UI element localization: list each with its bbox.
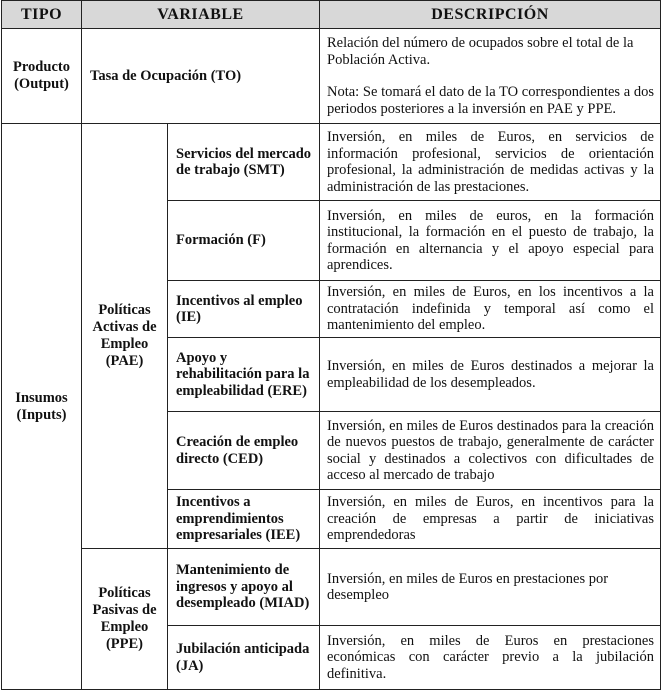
variable-miad: Mantenimiento de ingresos y apoyo al desempleado (MIAD) <box>168 549 320 626</box>
variable-ie: Incentivos al empleo (IE) <box>168 281 320 338</box>
descripcion-f: Inversión, en miles de euros, en la formación institucional, la formación en el puesto de trabajo, la formación en alternancia y el apoyo especial para aprendices. <box>320 201 661 281</box>
descripcion-miad <box>320 549 661 626</box>
table-row <box>2 549 661 626</box>
variables-table <box>1 0 661 690</box>
descripcion-ere: Inversión, en miles de Euros destinados a mejorar la empleabilidad de los desempleados. <box>320 338 661 412</box>
table-row <box>2 29 661 124</box>
header-variable: VARIABLE <box>82 1 320 29</box>
descripcion-ie: Inversión, en miles de Euros, en los incentivos a la contratación indefinida y temporal así como el mantenimiento del empleo. <box>320 281 661 338</box>
descripcion-to-text: Relación del número de ocupados sobre el total de la Población Activa. <box>327 35 634 68</box>
descripcion-iee: Inversión, en miles de Euros, en incentivos para la creación de empresas a partir de iniciativas emprendedoras <box>320 490 661 549</box>
descripcion-smt: Inversión, en miles de Euros, en servicios de información profesional, servicios de orientación profesional, la administración de medidas activas y la administración de las prestaciones. <box>320 124 661 201</box>
descripcion-to <box>320 29 661 124</box>
variable-ja: Jubilación anticipada (JA) <box>168 626 320 690</box>
header-tipo: TIPO <box>2 1 82 29</box>
variable-ere: Apoyo y rehabilitación para la empleabilidad (ERE) <box>168 338 320 412</box>
descripcion-ja: Inversión, en miles de Euros en prestaciones económicas con carácter previo a la jubilación definitiva. <box>320 626 661 690</box>
variable-f: Formación (F) <box>168 201 320 281</box>
tipo-insumos: Insumos (Inputs) <box>2 124 82 690</box>
variable-smt: Servicios del mercado de trabajo (SMT) <box>168 124 320 201</box>
variable-iee: Incentivos a emprendimientos empresariales (IEE) <box>168 490 320 549</box>
politicas-pasivas-label: Políticas Pasivas de Empleo (PPE) <box>82 549 168 690</box>
politicas-activas-label: Políticas Activas de Empleo (PAE) <box>82 124 168 549</box>
tipo-producto: Producto (Output) <box>2 29 82 124</box>
descripcion-ced: Inversión, en miles de Euros destinados para la creación de nuevos puestos de trabajo, generalmente de carácter social y destinados a colectivos con dificultades de acceso al mercado de trabajo <box>320 412 661 490</box>
header-row <box>2 1 661 29</box>
header-descripcion: DESCRIPCIÓN <box>320 1 661 29</box>
variable-ced: Creación de empleo directo (CED) <box>168 412 320 490</box>
descripcion-to-note: Nota: Se tomará el dato de la TO correspondientes a dos periodos posteriores a la inversión en PAE y PPE. <box>327 84 654 117</box>
descripcion-miad-text: Inversión, en miles de Euros en prestaciones por desempleo <box>327 570 609 603</box>
variable-to: Tasa de Ocupación (TO) <box>82 29 320 124</box>
table-row <box>2 124 661 201</box>
